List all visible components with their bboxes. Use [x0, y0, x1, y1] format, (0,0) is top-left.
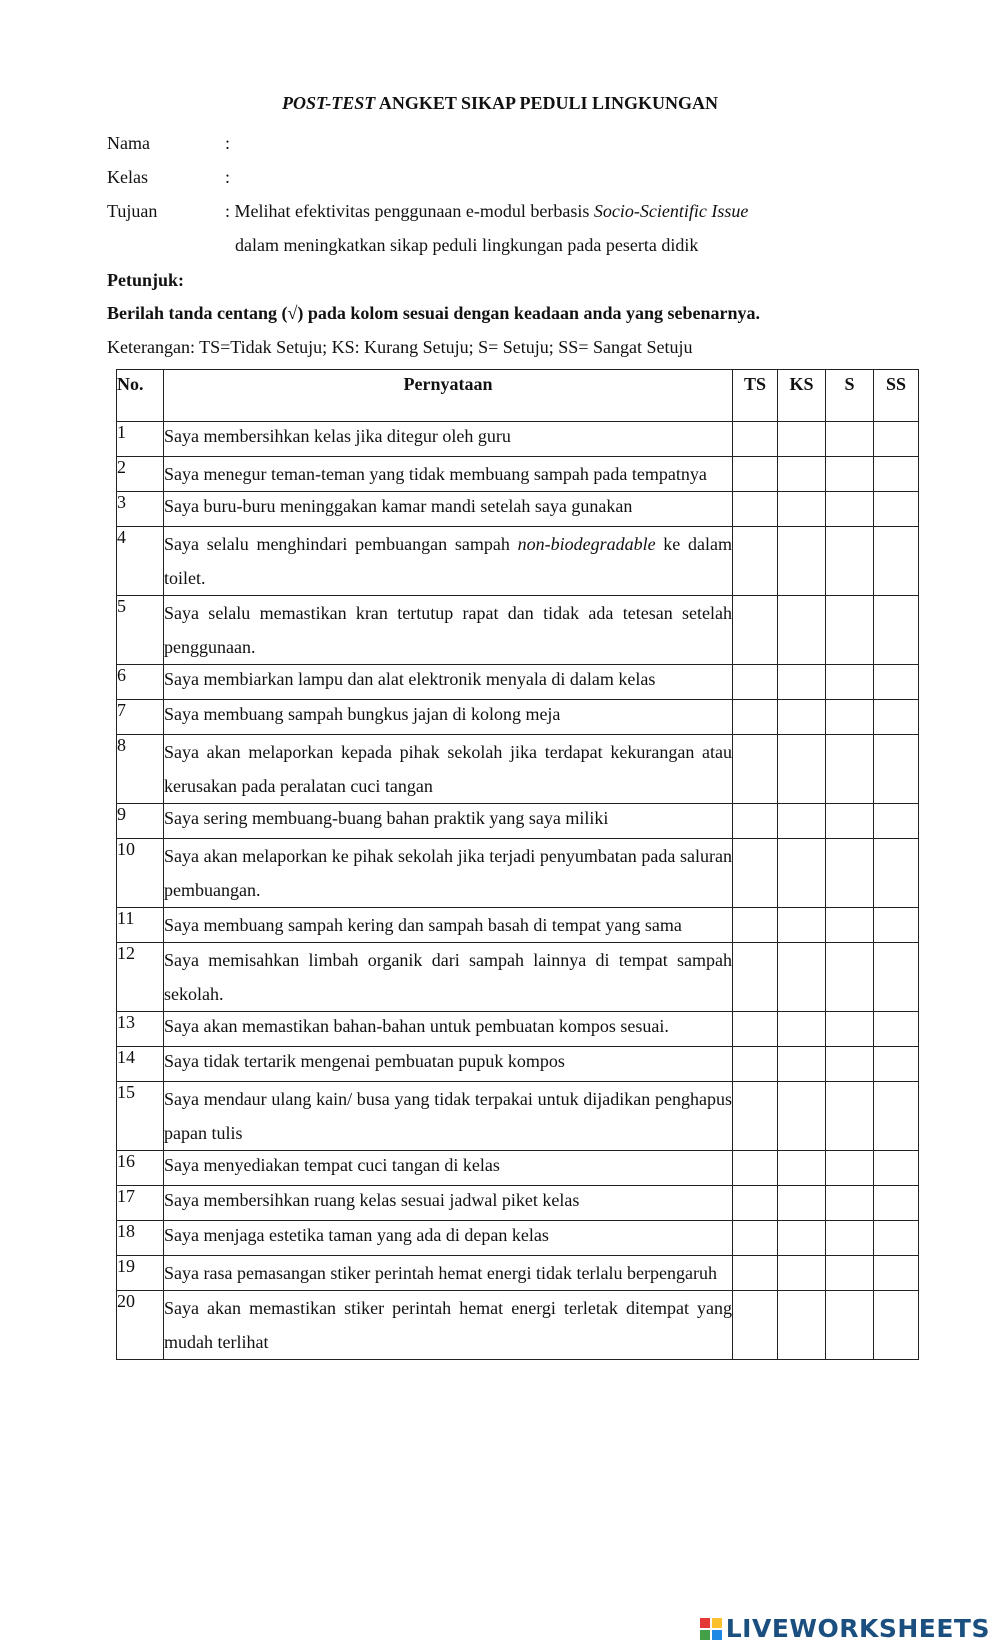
tujuan-text-line1: : Melihat efektivitas penggunaan e-modul berbasis [225, 201, 594, 221]
checkbox-cell-ts[interactable] [733, 1221, 778, 1256]
checkbox-cell-ks[interactable] [778, 665, 826, 700]
row-number: 9 [117, 804, 164, 839]
checkbox-cell-ks[interactable] [778, 1186, 826, 1221]
table-row [117, 804, 919, 839]
table-body [117, 422, 919, 1360]
legend-text: Keterangan: TS=Tidak Setuju; KS: Kurang Setuju; S= Setuju; SS= Sangat Setuju [107, 337, 693, 357]
row-statement: Saya membiarkan lampu dan alat elektronik menyala di dalam kelas [164, 665, 733, 700]
tujuan-row [107, 201, 748, 222]
checkbox-cell-ts[interactable] [733, 1256, 778, 1291]
checkbox-cell-ss[interactable] [874, 839, 919, 908]
statement-text: Saya selalu menghindari pembuangan sampah [164, 534, 518, 554]
checkbox-cell-s[interactable] [826, 943, 874, 1012]
checkbox-cell-ts[interactable] [733, 1047, 778, 1082]
row-statement: Saya mendaur ulang kain/ busa yang tidak terpakai untuk dijadikan penghapus papan tulis [164, 1082, 733, 1151]
checkbox-cell-s[interactable] [826, 1221, 874, 1256]
checkbox-cell-ss[interactable] [874, 735, 919, 804]
checkbox-cell-ss[interactable] [874, 804, 919, 839]
table-row [117, 665, 919, 700]
checkbox-cell-ss[interactable] [874, 1186, 919, 1221]
row-number: 16 [117, 1151, 164, 1186]
table-row [117, 1256, 919, 1291]
table-row [117, 422, 919, 457]
row-number: 6 [117, 665, 164, 700]
header-s: S [826, 370, 874, 422]
table-row [117, 1047, 919, 1082]
table-row [117, 735, 919, 804]
nama-separator[interactable]: : [225, 133, 231, 153]
page-title [0, 93, 1000, 114]
title-italic: POST-TEST [281, 93, 376, 113]
header-ss: SS [874, 370, 919, 422]
table-row [117, 700, 919, 735]
checkbox-cell-ts[interactable] [733, 527, 778, 596]
tujuan-italic: Socio-Scientific Issue [593, 201, 749, 221]
checkbox-cell-ks[interactable] [778, 1082, 826, 1151]
logo-square [700, 1630, 710, 1640]
checkbox-cell-ks[interactable] [778, 839, 826, 908]
row-statement: Saya membuang sampah bungkus jajan di kolong meja [164, 700, 733, 735]
row-number: 7 [117, 700, 164, 735]
statement-text: ke dalam toilet. [164, 534, 732, 588]
row-statement: Saya buru-buru meninggakan kamar mandi setelah saya gunakan [164, 492, 733, 527]
row-statement: Saya sering membuang-buang bahan praktik yang saya miliki [164, 804, 733, 839]
checkbox-cell-s[interactable] [826, 596, 874, 665]
checkbox-cell-ks[interactable] [778, 700, 826, 735]
checkbox-cell-ss[interactable] [874, 596, 919, 665]
checkbox-cell-ts[interactable] [733, 422, 778, 457]
checkbox-cell-s[interactable] [826, 839, 874, 908]
logo-square [712, 1618, 722, 1628]
nama-label: Nama [107, 133, 150, 153]
table-row [117, 1186, 919, 1221]
row-statement: Saya menjaga estetika taman yang ada di depan kelas [164, 1221, 733, 1256]
table-row [117, 1012, 919, 1047]
row-statement: Saya rasa pemasangan stiker perintah hemat energi tidak terlalu berpengaruh [164, 1256, 733, 1291]
checkbox-cell-ss[interactable] [874, 1221, 919, 1256]
checkbox-cell-ts[interactable] [733, 700, 778, 735]
row-number: 4 [117, 527, 164, 596]
checkbox-cell-ts[interactable] [733, 908, 778, 943]
checkbox-cell-ts[interactable] [733, 943, 778, 1012]
tujuan-label: Tujuan [107, 201, 158, 221]
table-row [117, 596, 919, 665]
checkbox-cell-s[interactable] [826, 457, 874, 492]
checkbox-cell-s[interactable] [826, 1186, 874, 1221]
checkbox-cell-s[interactable] [826, 804, 874, 839]
checkbox-cell-ts[interactable] [733, 492, 778, 527]
kelas-row [107, 167, 230, 188]
checkbox-cell-ks[interactable] [778, 908, 826, 943]
row-number: 5 [117, 596, 164, 665]
row-statement: Saya memisahkan limbah organik dari sampah lainnya di tempat sampah sekolah. [164, 943, 733, 1012]
row-number: 13 [117, 1012, 164, 1047]
checkbox-cell-ss[interactable] [874, 1082, 919, 1151]
header-ts: TS [733, 370, 778, 422]
header-no: No. [117, 370, 164, 422]
checkbox-cell-ts[interactable] [733, 1186, 778, 1221]
checkbox-cell-ks[interactable] [778, 1291, 826, 1360]
row-number: 20 [117, 1291, 164, 1360]
checkbox-cell-ts[interactable] [733, 596, 778, 665]
table-header-row [117, 370, 919, 422]
instructions-heading: Petunjuk: [107, 270, 185, 290]
checkbox-cell-ts[interactable] [733, 1291, 778, 1360]
table-row [117, 1082, 919, 1151]
row-number: 18 [117, 1221, 164, 1256]
row-number: 2 [117, 457, 164, 492]
checkbox-cell-ks[interactable] [778, 492, 826, 527]
logo-square [700, 1618, 710, 1628]
checkbox-cell-ks[interactable] [778, 1256, 826, 1291]
checkbox-cell-ss[interactable] [874, 1291, 919, 1360]
checkbox-cell-ks[interactable] [778, 457, 826, 492]
row-number: 15 [117, 1082, 164, 1151]
checkbox-cell-s[interactable] [826, 1151, 874, 1186]
row-statement: Saya tidak tertarik mengenai pembuatan pupuk kompos [164, 1047, 733, 1082]
checkbox-cell-ss[interactable] [874, 1151, 919, 1186]
checkbox-cell-s[interactable] [826, 492, 874, 527]
checkbox-cell-ks[interactable] [778, 804, 826, 839]
row-number: 17 [117, 1186, 164, 1221]
table-row [117, 943, 919, 1012]
checkbox-cell-ss[interactable] [874, 1047, 919, 1082]
checkbox-cell-ss[interactable] [874, 700, 919, 735]
checkbox-cell-ss[interactable] [874, 492, 919, 527]
row-number: 3 [117, 492, 164, 527]
row-number: 12 [117, 943, 164, 1012]
table-row [117, 492, 919, 527]
row-number: 19 [117, 1256, 164, 1291]
checkbox-cell-ks[interactable] [778, 1047, 826, 1082]
checkbox-cell-ks[interactable] [778, 735, 826, 804]
checkbox-cell-s[interactable] [826, 665, 874, 700]
checkbox-cell-ss[interactable] [874, 457, 919, 492]
checkbox-cell-s[interactable] [826, 1047, 874, 1082]
row-statement: Saya akan melaporkan kepada pihak sekolah jika terdapat kekurangan atau kerusakan pada peralatan cuci tangan [164, 735, 733, 804]
header-statement: Pernyataan [164, 370, 733, 422]
logo-text: LIVEWORKSHEETS [725, 1614, 990, 1643]
checkbox-cell-ts[interactable] [733, 804, 778, 839]
row-statement: Saya membuang sampah kering dan sampah basah di tempat yang sama [164, 908, 733, 943]
checkbox-cell-ks[interactable] [778, 1012, 826, 1047]
checkbox-cell-ss[interactable] [874, 422, 919, 457]
checkbox-cell-ks[interactable] [778, 943, 826, 1012]
row-statement: Saya akan melaporkan ke pihak sekolah jika terjadi penyumbatan pada saluran pembuangan. [164, 839, 733, 908]
checkbox-cell-ts[interactable] [733, 1082, 778, 1151]
kelas-label: Kelas [107, 167, 148, 187]
checkbox-cell-s[interactable] [826, 735, 874, 804]
row-statement: Saya membersihkan kelas jika ditegur oleh guru [164, 422, 733, 457]
checkbox-cell-s[interactable] [826, 1082, 874, 1151]
title-rest: ANGKET SIKAP PEDULI LINGKUNGAN [375, 93, 719, 113]
checkbox-cell-ks[interactable] [778, 1151, 826, 1186]
header-ks: KS [778, 370, 826, 422]
checkbox-cell-ts[interactable] [733, 457, 778, 492]
row-number: 10 [117, 839, 164, 908]
row-statement: Saya akan memastikan stiker perintah hemat energi terletak ditempat yang mudah terlihat [164, 1291, 733, 1360]
row-statement: Saya menyediakan tempat cuci tangan di kelas [164, 1151, 733, 1186]
table-row [117, 1151, 919, 1186]
checkbox-cell-ks[interactable] [778, 1221, 826, 1256]
checkbox-cell-ts[interactable] [733, 1012, 778, 1047]
checkbox-cell-ks[interactable] [778, 422, 826, 457]
checkbox-cell-ss[interactable] [874, 943, 919, 1012]
checkbox-cell-ks[interactable] [778, 596, 826, 665]
row-number: 8 [117, 735, 164, 804]
checkbox-cell-ss[interactable] [874, 1256, 919, 1291]
nama-row [107, 133, 230, 154]
checkbox-cell-s[interactable] [826, 527, 874, 596]
liveworksheets-logo [700, 1614, 990, 1643]
table-row [117, 1221, 919, 1256]
checkbox-cell-s[interactable] [826, 422, 874, 457]
instructions-text: Berilah tanda centang (√) pada kolom sesuai dengan keadaan anda yang sebenarnya. [107, 303, 760, 323]
checkbox-cell-s[interactable] [826, 700, 874, 735]
table-row [117, 457, 919, 492]
row-statement: Saya menegur teman-teman yang tidak membuang sampah pada tempatnya [164, 457, 733, 492]
row-number: 11 [117, 908, 164, 943]
row-number: 14 [117, 1047, 164, 1082]
table-row [117, 839, 919, 908]
checkbox-cell-s[interactable] [826, 1256, 874, 1291]
checkbox-cell-ss[interactable] [874, 1012, 919, 1047]
logo-mark-icon [700, 1618, 722, 1640]
checkbox-cell-s[interactable] [826, 1012, 874, 1047]
statement-italic: non-biodegradable [517, 534, 656, 554]
checkbox-cell-ts[interactable] [733, 1151, 778, 1186]
checkbox-cell-ks[interactable] [778, 527, 826, 596]
row-statement: Saya akan memastikan bahan-bahan untuk pembuatan kompos sesuai. [164, 1012, 733, 1047]
table-row [117, 908, 919, 943]
logo-square [712, 1630, 722, 1640]
checkbox-cell-ts[interactable] [733, 665, 778, 700]
checkbox-cell-ss[interactable] [874, 908, 919, 943]
checkbox-cell-ts[interactable] [733, 839, 778, 908]
row-statement [164, 527, 733, 596]
tujuan-text-line2: dalam meningkatkan sikap peduli lingkungan pada peserta didik [235, 235, 699, 255]
kelas-separator[interactable]: : [225, 167, 231, 187]
table-row [117, 527, 919, 596]
row-number: 1 [117, 422, 164, 457]
checkbox-cell-ss[interactable] [874, 665, 919, 700]
table-row [117, 1291, 919, 1360]
row-statement: Saya selalu memastikan kran tertutup rapat dan tidak ada tetesan setelah penggunaan. [164, 596, 733, 665]
checkbox-cell-ts[interactable] [733, 735, 778, 804]
checkbox-cell-s[interactable] [826, 1291, 874, 1360]
checkbox-cell-s[interactable] [826, 908, 874, 943]
questionnaire-table [116, 369, 919, 1360]
row-statement: Saya membersihkan ruang kelas sesuai jadwal piket kelas [164, 1186, 733, 1221]
checkbox-cell-ss[interactable] [874, 527, 919, 596]
